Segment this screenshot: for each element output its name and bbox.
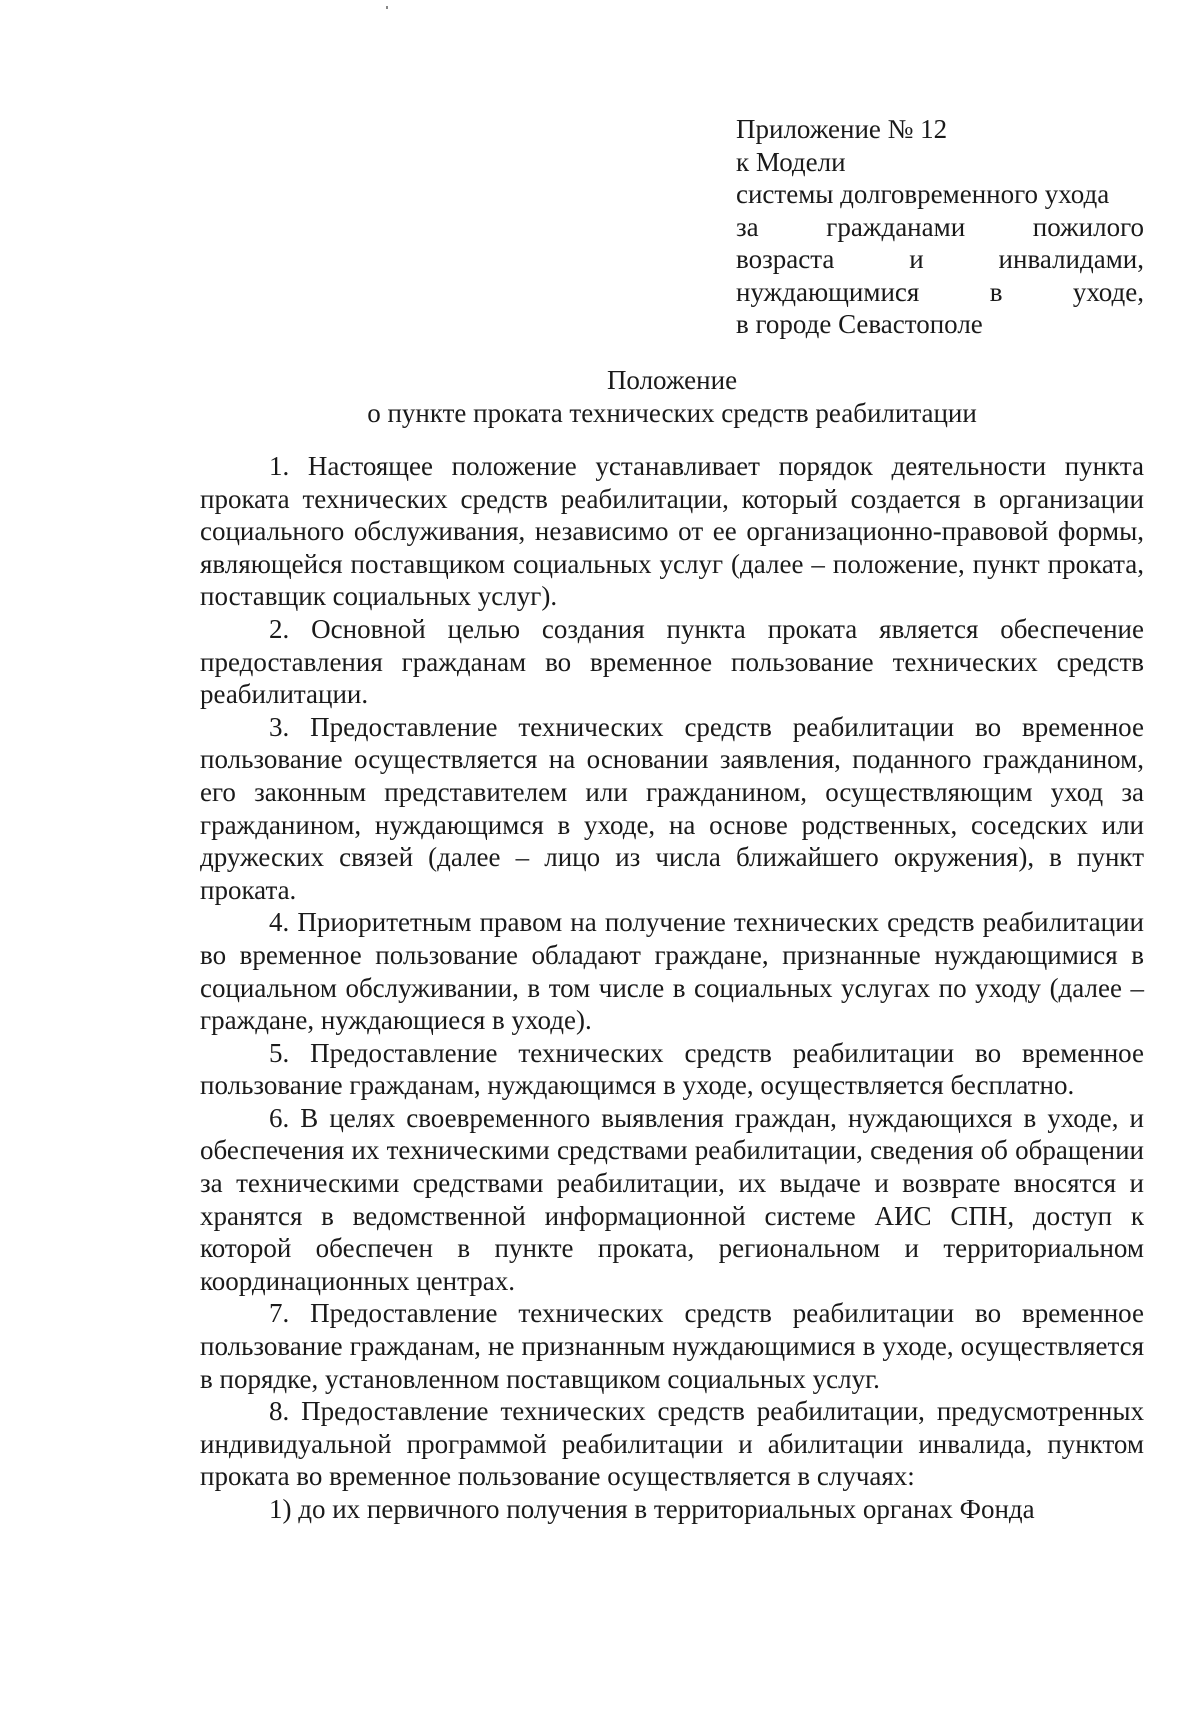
- appendix-header: [736, 113, 1144, 341]
- appendix-line: к Модели: [736, 146, 846, 177]
- paragraph: 5. Предоставление технических средств реабилитации во временное пользование гражданам, нуждающимся в уходе, осуществляется бесплатно.: [200, 1037, 1144, 1101]
- paragraph: 2. Основной целью создания пункта проката является обеспечение предоставления гражданам во временное пользование технических средств реабилитации.: [200, 613, 1144, 710]
- document-body: [200, 450, 1144, 1526]
- paragraph: 1. Настоящее положение устанавливает порядок деятельности пункта проката технических средств реабилитации, который создается в организации социального обслуживания, независимо от ее организационно-правовой формы, являющейся поставщиком социальных услуг (далее – положение, пункт проката, поставщик социальных услуг).: [200, 451, 1144, 612]
- document-title: [200, 364, 1144, 429]
- paragraph: 6. В целях своевременного выявления граждан, нуждающихся в уходе, и обеспечения их техническими средствами реабилитации, сведения об обращении за техническими средствами реабилитации, их выдаче и возврате вносятся и хранятся в ведомственной информационной системе АИС СПН, доступ к которой обеспечен в пункте проката, региональном и территориальном координационных центрах.: [200, 1102, 1144, 1296]
- appendix-line: возраста и инвалидами,: [736, 244, 1144, 274]
- scan-speck: [386, 6, 388, 9]
- paragraph: 7. Предоставление технических средств реабилитации во временное пользование гражданам, не признанным нуждающимися в уходе, осуществляется в порядке, установленном поставщиком социальных услуг.: [200, 1298, 1144, 1394]
- list-item: 1) до их первичного получения в территориальных органах Фонда: [269, 1494, 1035, 1524]
- paragraph: 8. Предоставление технических средств реабилитации, предусмотренных индивидуальной программой реабилитации и абилитации инвалида, пунктом проката во временное пользование осуществляется в случаях:: [200, 1396, 1144, 1492]
- appendix-line: за гражданами пожилого: [736, 211, 1144, 242]
- appendix-line: нуждающимися в уходе,: [736, 276, 1144, 307]
- subtitle-line: о пункте проката технических средств реабилитации: [367, 397, 977, 428]
- paragraph: 4. Приоритетным правом на получение технических средств реабилитации во временное пользование обладают граждане, признанные нуждающимися в социальном обслуживании, в том числе в социальных услугах по уходу (далее – граждане, нуждающиеся в уходе).: [200, 907, 1144, 1036]
- appendix-line: в городе Севастополе: [736, 309, 983, 339]
- appendix-line: системы долговременного ухода: [736, 179, 1110, 209]
- appendix-number: Приложение № 12: [736, 114, 948, 144]
- paragraph: 3. Предоставление технических средств реабилитации во временное пользование осуществляется на основании заявления, поданного гражданином, его законным представителем или гражданином, осуществляющим уход за гражданином, нуждающимся в уходе, на основе родственных, соседских или дружеских связей (далее – лицо из числа ближайшего окружения), в пункт проката.: [200, 711, 1144, 905]
- title-line: Положение: [606, 365, 738, 395]
